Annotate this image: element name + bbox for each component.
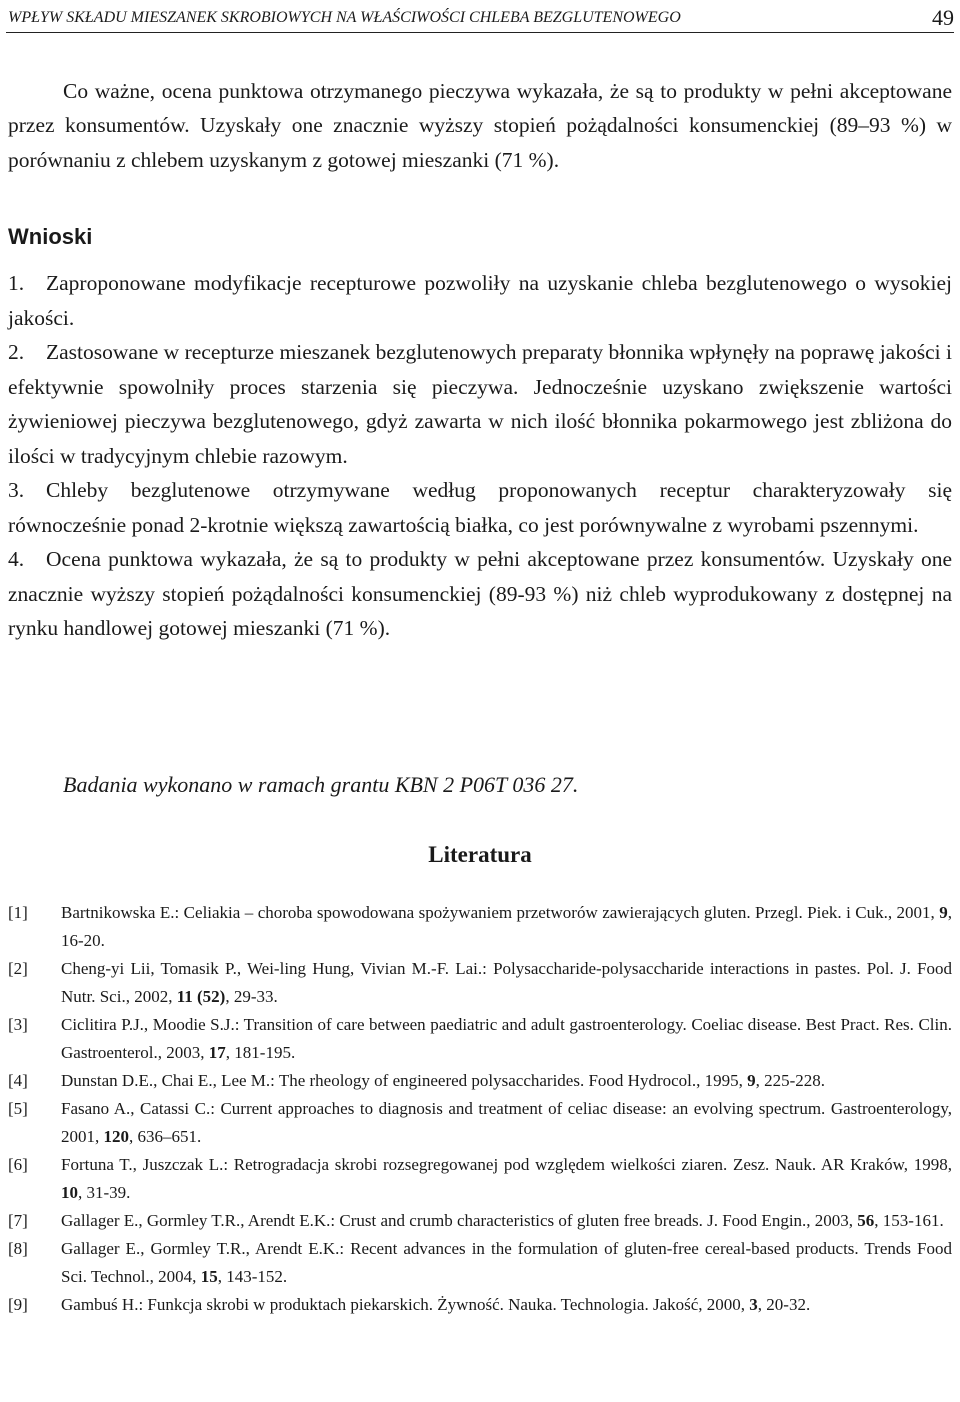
reference-text: Cheng-yi Lii, Tomasik P., Wei-ling Hung, Vivian M.-F. Lai.: Polysaccharide-polysaccharide interactions in pastes. Pol. J. Food Nutr. Sci., 2002, xyxy=(61,959,952,1006)
conclusion-item xyxy=(8,335,952,473)
reference-text: Ciclitira P.J., Moodie S.J.: Transition of care between paediatric and adult gastroenterology. Coeliac disease. Best Pract. Res. Clin. Gastroenterol., 2003, xyxy=(61,1015,952,1062)
reference-text: Fasano A., Catassi C.: Current approaches to diagnosis and treatment of celiac disease: an evolving spectrum. Gastroenterology, 2001, xyxy=(61,1099,952,1146)
reference-text: Fortuna T., Juszczak L.: Retrogradacja skrobi rozsegregowanej pod względem wielkości ziaren. Zesz. Nauk. AR Kraków, 1998, xyxy=(61,1155,952,1174)
reference-item xyxy=(8,899,952,955)
reference-volume: 3 xyxy=(749,1295,758,1314)
conclusion-item xyxy=(8,266,952,335)
conclusion-text: Zastosowane w recepturze mieszanek bezglutenowych preparaty błonnika wpłynęły na poprawę jakości i efektywnie spowolniły proces starzenia się pieczywa. Jednocześnie uzyskano zwiększenie wartości żywieniowej pieczywa bezglutenowego, gdyż zawarta w nich ilość błonnika pokarmowego jest zbliżona do ilości w tradycyjnym chlebie razowym. xyxy=(8,340,952,468)
reference-volume: 15 xyxy=(200,1267,218,1286)
intro-paragraph: Co ważne, ocena punktowa otrzymanego pieczywa wykazała, że są to produkty w pełni akceptowane przez konsumentów. Uzyskały one znacznie wyższy stopień pożądalności konsumenckiej (89–93 %) w porównaniu z chlebem uzyskanym z gotowej mieszanki (71 %). xyxy=(8,78,952,172)
conclusion-number: 1. xyxy=(8,271,25,295)
conclusions-heading: Wnioski xyxy=(8,224,93,249)
reference-volume: 9 xyxy=(939,903,948,922)
reference-text: Gambuś H.: Funkcja skrobi w produktach piekarskich. Żywność. Nauka. Technologia. Jakość, 2000, xyxy=(61,1295,750,1314)
reference-label: [5] xyxy=(8,1099,28,1118)
acknowledgement: Badania wykonano w ramach grantu KBN 2 P06T 036 27. xyxy=(63,772,579,797)
reference-item xyxy=(8,955,952,1011)
reference-label: [9] xyxy=(8,1295,28,1314)
reference-item xyxy=(8,1067,952,1095)
reference-item xyxy=(8,1095,952,1151)
page-number: 49 xyxy=(932,5,954,30)
reference-volume: 56 xyxy=(857,1211,875,1230)
reference-label: [4] xyxy=(8,1071,28,1090)
reference-volume: 120 xyxy=(103,1127,129,1146)
running-header xyxy=(6,4,954,33)
reference-label: [3] xyxy=(8,1015,28,1034)
reference-pages: , 153-161. xyxy=(874,1211,944,1230)
reference-item xyxy=(8,1235,952,1291)
conclusion-text: Chleby bezglutenowe otrzymywane według proponowanych receptur charakteryzowały się równocześnie ponad 2-krotnie większą zawartością białka, co jest porównywalne z wyrobami pszennymi. xyxy=(8,478,952,537)
reference-pages: , 31-39. xyxy=(78,1183,131,1202)
conclusion-item xyxy=(8,473,952,542)
reference-item xyxy=(8,1011,952,1067)
conclusion-number: 4. xyxy=(8,547,25,571)
reference-item xyxy=(8,1207,952,1235)
reference-text: Gallager E., Gormley T.R., Arendt E.K.: Crust and crumb characteristics of gluten free breads. J. Food Engin., 2003, xyxy=(61,1211,858,1230)
conclusion-text: Zaproponowane modyfikacje recepturowe pozwoliły na uzyskanie chleba bezglutenowego o wysokiej jakości. xyxy=(8,271,952,330)
reference-label: [6] xyxy=(8,1155,28,1174)
conclusion-item xyxy=(8,542,952,646)
reference-pages: , 20-32. xyxy=(757,1295,811,1314)
reference-pages: , 29-33. xyxy=(225,987,278,1006)
reference-volume: 9 xyxy=(747,1071,756,1090)
reference-pages: , 181-195. xyxy=(225,1043,296,1062)
reference-pages: , 225-228. xyxy=(755,1071,826,1090)
reference-pages: , 16-20. xyxy=(61,903,952,950)
reference-volume: 10 xyxy=(61,1183,78,1202)
reference-pages: , 143-152. xyxy=(217,1267,288,1286)
reference-text: Dunstan D.E., Chai E., Lee M.: The rheology of engineered polysaccharides. Food Hydrocol., 1995, xyxy=(61,1071,748,1090)
reference-label: [8] xyxy=(8,1239,28,1258)
reference-pages: , 636–651. xyxy=(129,1127,202,1146)
conclusion-text: Ocena punktowa wykazała, że są to produkty w pełni akceptowane przez konsumentów. Uzyskały one znacznie wyższy stopień pożądalności konsumenckiej (89-93 %) niż chleb wyprodukowany z dostępnej na rynku handlowej gotowej mieszanki (71 %). xyxy=(8,547,952,640)
reference-list xyxy=(8,899,952,1319)
reference-text: Bartnikowska E.: Celiakia – choroba spowodowana spożywaniem przetworów zawierających gluten. Przegl. Piek. i Cuk., 2001, xyxy=(61,903,940,922)
reference-item xyxy=(8,1151,952,1207)
reference-text: Gallager E., Gormley T.R., Arendt E.K.: Recent advances in the formulation of gluten-free cereal-based products. Trends Food Sci. Technol., 2004, xyxy=(61,1239,952,1286)
reference-label: [7] xyxy=(8,1211,28,1230)
conclusions-list xyxy=(8,266,952,646)
running-title: WPŁYW SKŁADU MIESZANEK SKROBIOWYCH NA WŁAŚCIWOŚCI CHLEBA BEZGLUTENOWEGO xyxy=(8,9,681,26)
reference-label: [1] xyxy=(8,903,28,922)
conclusion-number: 3. xyxy=(8,478,25,502)
reference-item xyxy=(8,1291,952,1319)
literature-heading: Literatura xyxy=(428,842,532,867)
conclusion-number: 2. xyxy=(8,340,25,364)
reference-volume: 17 xyxy=(208,1043,226,1062)
reference-volume: 11 (52) xyxy=(176,987,226,1006)
reference-label: [2] xyxy=(8,959,28,978)
